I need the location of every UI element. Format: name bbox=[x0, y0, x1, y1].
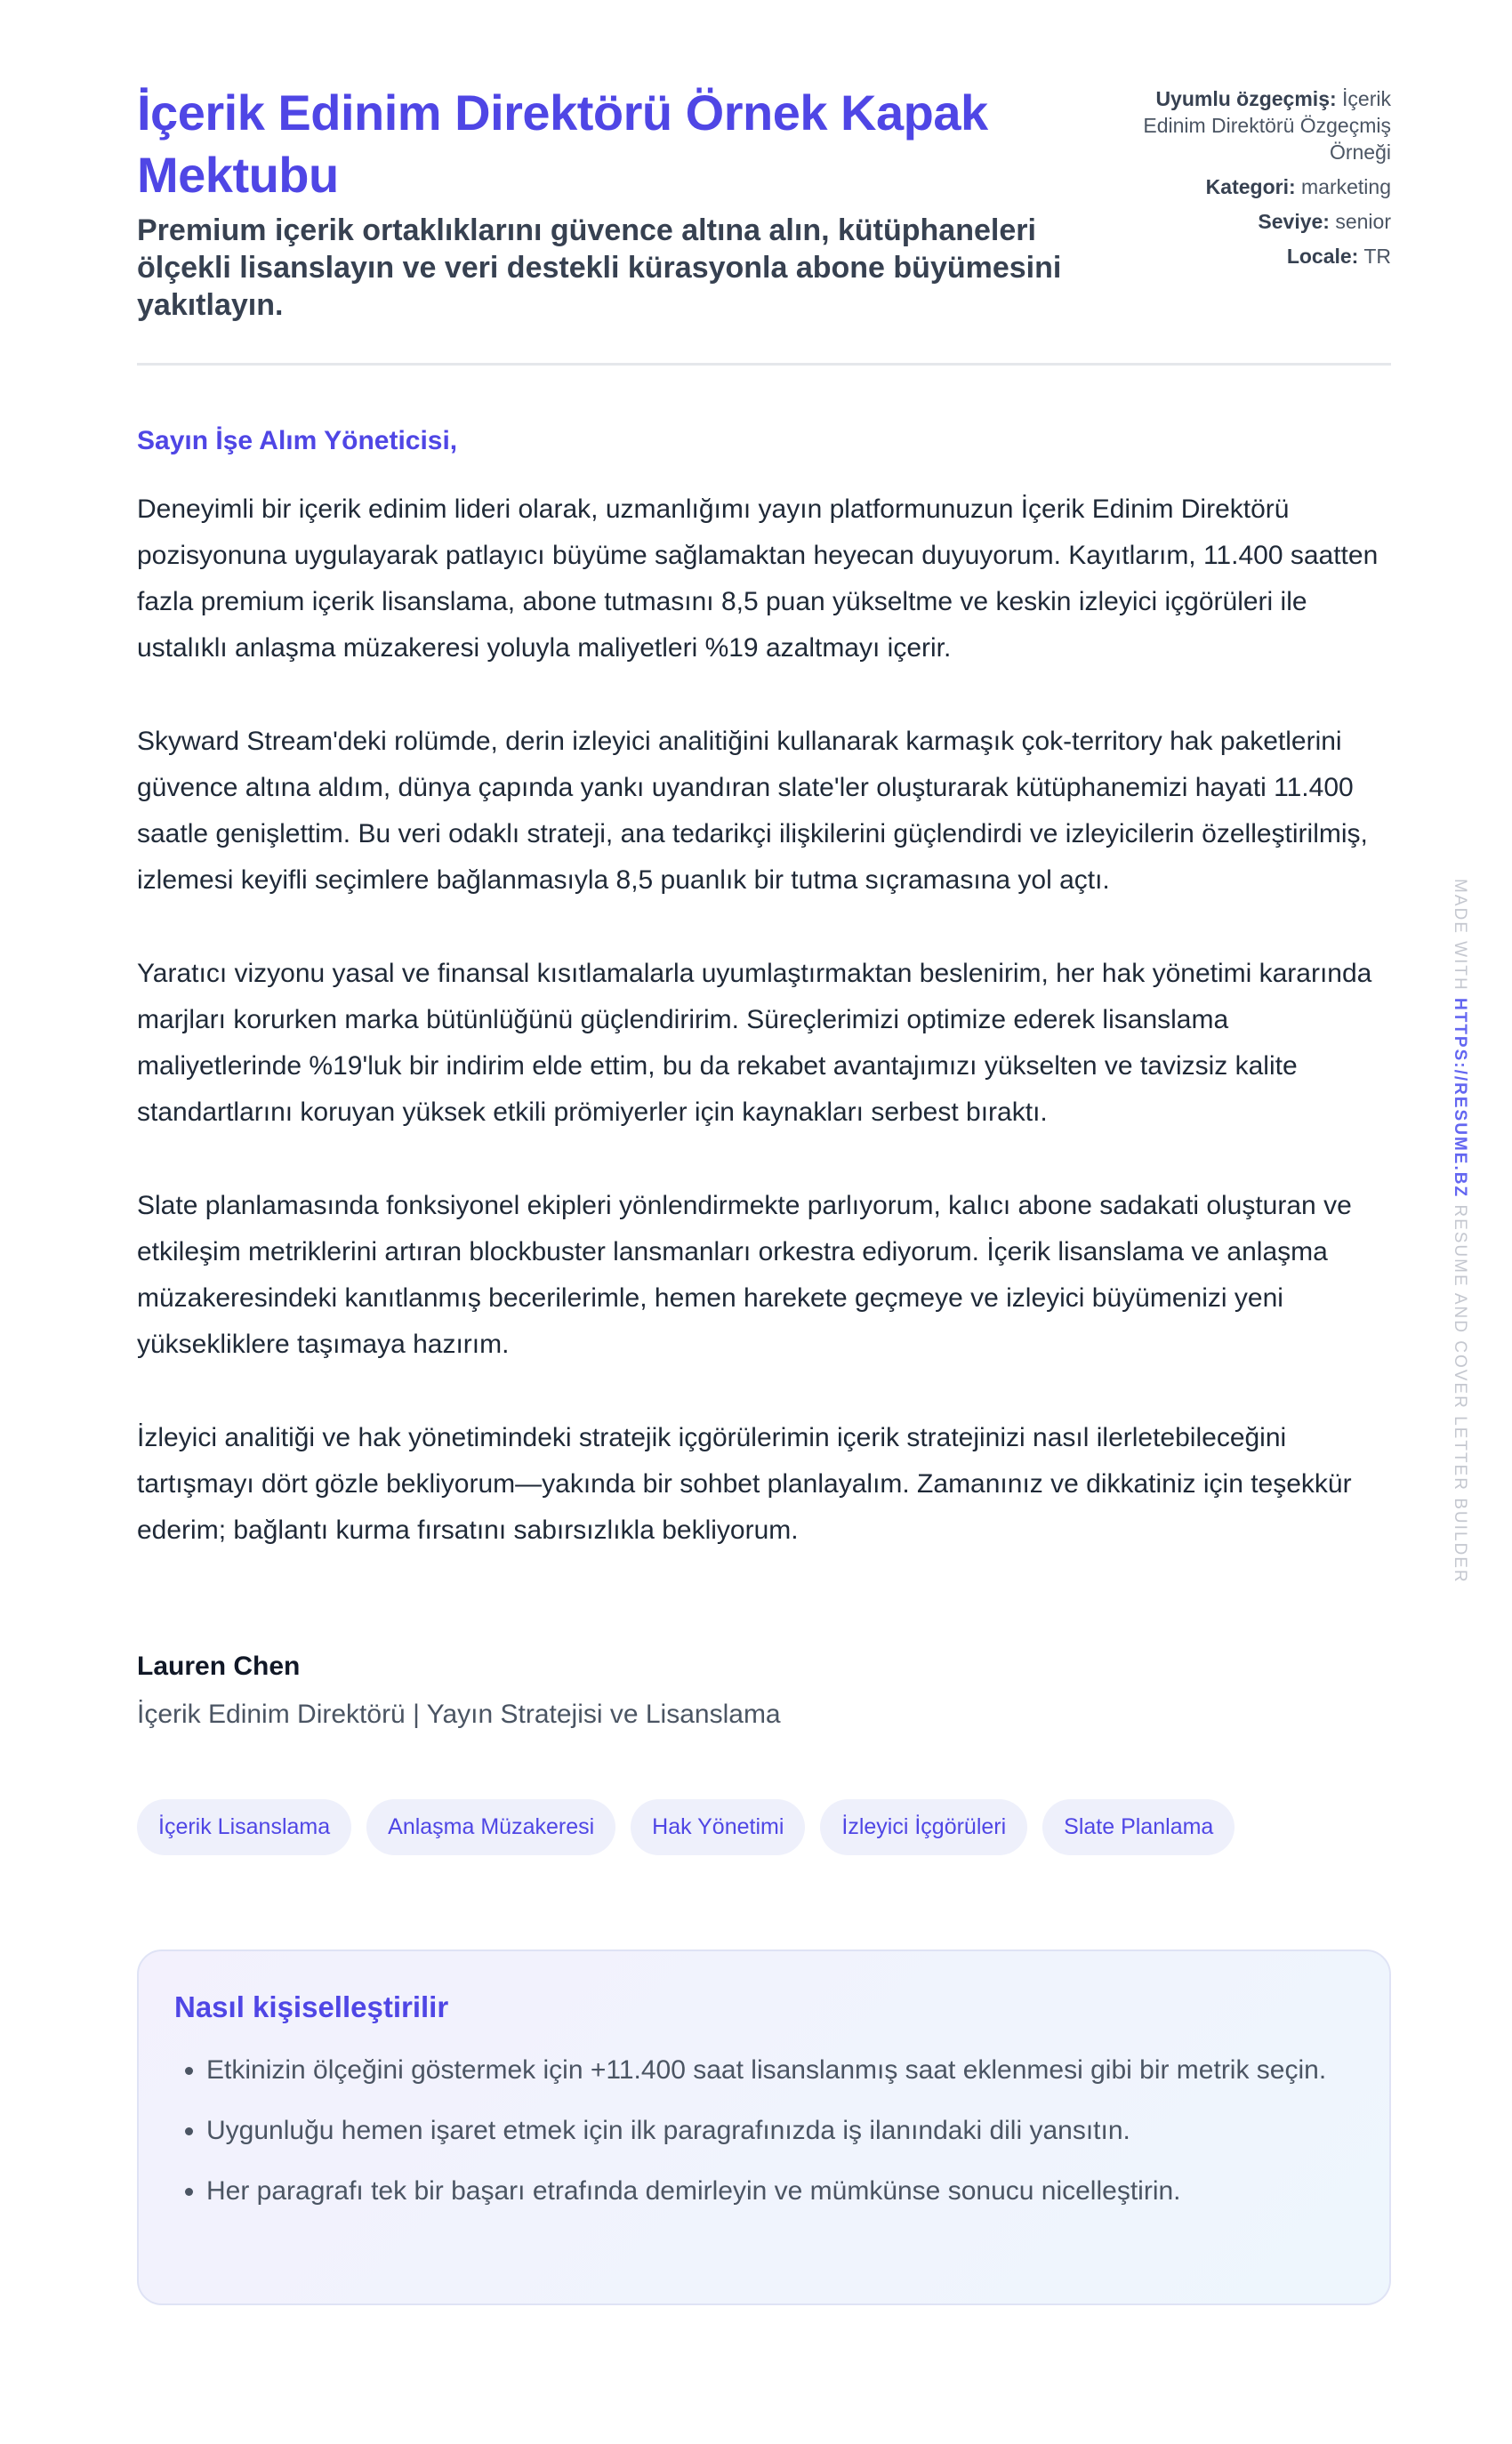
header bbox=[137, 82, 1391, 324]
tag: İçerik Lisanslama bbox=[137, 1799, 351, 1855]
watermark-link[interactable]: HTTPS://RESUME.BZ bbox=[1451, 998, 1469, 1199]
salutation: Sayın İşe Alım Yöneticisi, bbox=[137, 426, 458, 455]
list-item: • Etkinizin ölçeğini göstermek için +11.400 saat lisanslanmış saat eklenmesi gibi bir metrik seçin. bbox=[206, 2047, 1354, 2094]
tag: Anlaşma Müzakeresi bbox=[366, 1799, 615, 1855]
divider bbox=[137, 363, 1391, 366]
page-title: İçerik Edinim Direktörü Örnek Kapak Mektubu bbox=[137, 84, 988, 203]
meta-resume: Uyumlu özgeçmiş: İçerik Edinim Direktörü Özgeçmiş Örneği bbox=[1143, 87, 1391, 164]
tips-list bbox=[174, 2047, 1354, 2215]
tag: Hak Yönetimi bbox=[631, 1799, 805, 1855]
meta-locale: Locale: TR bbox=[1286, 245, 1391, 268]
signature-name: Lauren Chen bbox=[137, 1652, 301, 1681]
cover-letter-page bbox=[137, 82, 1391, 2305]
paragraph: Deneyimli bir içerik edinim lideri olarak, uzmanlığımı yayın platformunuzun İçerik Edinim Direktörü pozisyonuna uygulayarak patlayıcı büyüme sağlamaktan heyecan duyuyorum. Kayıtlarım, 11.400 saatten fazla premium içerik lisanslama, abone tutmasını 8,5 puan yükseltme ve keskin izleyici içgörüleri ile ustalıklı anlaşma müzakeresi yoluyla maliyetleri %19 azaltmayı içerir. bbox=[137, 494, 1379, 663]
paragraph: Yaratıcı vizyonu yasal ve finansal kısıtlamalarla uyumlaştırmaktan beslenirim, her hak yönetimi kararında marjları korurken marka bütünlüğünü güçlendiririm. Süreçlerimizi optimize ederek lisanslama maliyetlerinde %19'luk bir indirim elde ettim, bu da rekabet avantajımızı yükselten ve tavizsiz kalite standartlarını koruyan yüksek etkili prömiyerler için kaynakları serbest bıraktı. bbox=[137, 959, 1372, 1127]
skill-tags bbox=[137, 1799, 1391, 1855]
meta-info bbox=[1124, 85, 1391, 277]
list-item: • Uygunluğu hemen işaret etmek için ilk paragrafınızda iş ilanındaki dili yansıtın. bbox=[206, 2108, 1354, 2154]
list-item: • Her paragrafı tek bir başarı etrafında demirleyin ve mümkünse sonucu nicelleştirin. bbox=[206, 2168, 1354, 2215]
personalize-tips-box bbox=[137, 1950, 1391, 2305]
paragraph: Slate planlamasında fonksiyonel ekipleri yönlendirmekte parlıyorum, kalıcı abone sadakati oluşturan ve etkileşim metriklerini artıran blockbuster lansmanları orkestra ediyorum. İçerik lisanslama ve anlaşma müzakeresindeki kanıtlanmış becerilerimle, hemen harekete geçmeye ve izleyici büyümenizi yeni yüksekliklere taşımaya hazırım. bbox=[137, 1191, 1352, 1359]
page-subtitle: Premium içerik ortaklıklarını güvence altına alın, kütüphaneleri ölçekli lisanslayın ve veri destekli kürasyonla abone büyümesini yakıtlayın. bbox=[137, 213, 1062, 322]
meta-category: Kategori: marketing bbox=[1205, 175, 1391, 198]
tips-title: Nasıl kişiselleştirilir bbox=[174, 1990, 449, 2023]
meta-level: Seviye: senior bbox=[1258, 210, 1391, 233]
paragraph: İzleyici analitiği ve hak yönetimindeki stratejik içgörülerimin içerik stratejinizi nasıl ilerletebileceğini tartışmayı dört gözle bekliyorum—yakında bir sohbet planlayalım. Zamanınız ve dikkatiniz için teşekkür ederim; bağlantı kurma fırsatını sabırsızlıkla bekliyorum. bbox=[137, 1423, 1352, 1545]
watermark: MADE WITH HTTPS://RESUME.BZ RESUME AND COVER LETTER BUILDER bbox=[1451, 879, 1469, 1584]
signature-title: İçerik Edinim Direktörü | Yayın Stratejisi ve Lisanslama bbox=[137, 1700, 781, 1729]
tag: Slate Planlama bbox=[1042, 1799, 1235, 1855]
letter-body bbox=[137, 486, 1391, 1554]
tag: İzleyici İçgörüleri bbox=[820, 1799, 1027, 1855]
paragraph: Skyward Stream'deki rolümde, derin izleyici analitiğini kullanarak karmaşık çok-territory hak paketlerini güvence altına aldım, dünya çapında yankı uyandıran slate'ler oluşturarak kütüphanemizi hayati 11.400 saatle genişlettim. Bu veri odaklı strateji, ana tedarikçi ilişkilerini güçlendirdi ve izleyicilerin özelleştirilmiş, izlemesi keyifli seçimlere bağlanmasıyla 8,5 puanlık bir tutma sıçramasına yol açtı. bbox=[137, 727, 1368, 895]
